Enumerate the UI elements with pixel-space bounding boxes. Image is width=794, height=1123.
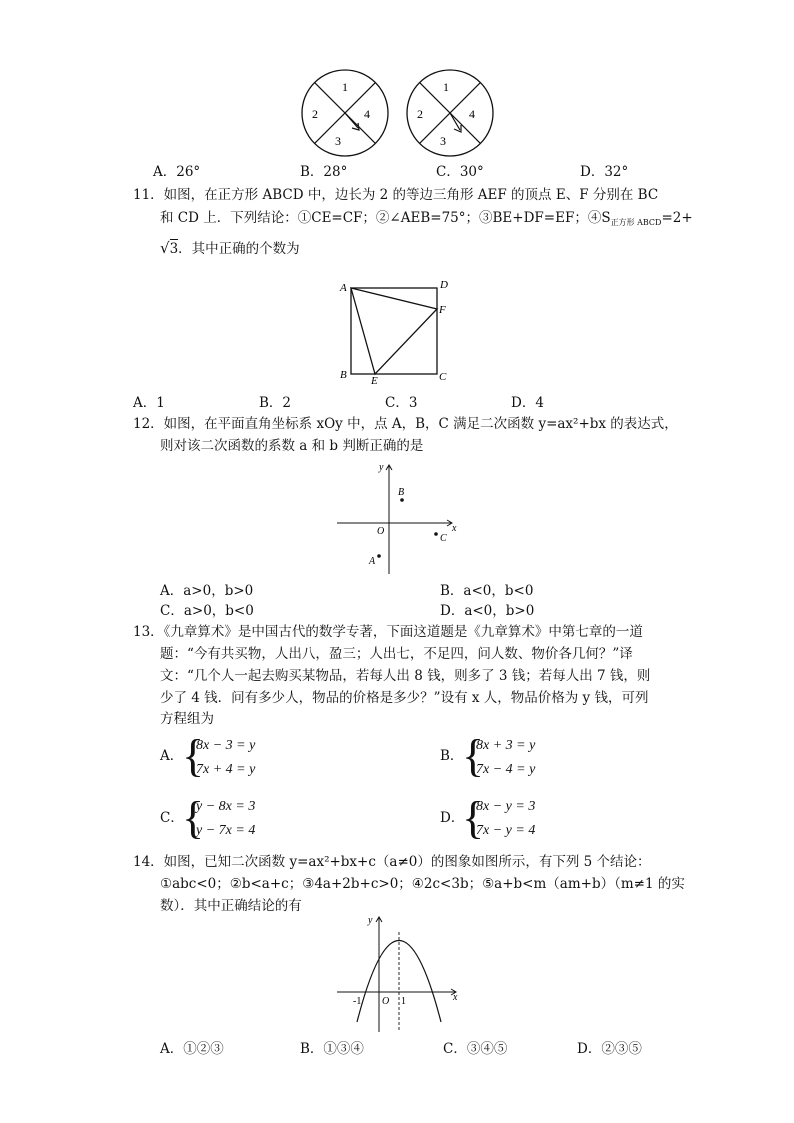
q13-option-c-eq1: y − 8x = 3: [196, 799, 256, 814]
q12-point-c: [434, 532, 438, 536]
q14-axis-y: y: [368, 915, 373, 926]
q14-option-c[interactable]: C．③④⑤: [443, 1041, 508, 1057]
q13-option-d-eq1: 8x − y = 3: [476, 799, 536, 814]
q11-line2-end: =2+: [661, 210, 693, 226]
q11-sqrt-value: 3: [169, 241, 179, 257]
q13-option-a-eq1: 8x − 3 = y: [196, 738, 256, 753]
q13-option-d-eq2: 7x − y = 4: [476, 823, 536, 838]
q12-point-a: [377, 554, 381, 558]
q11-line2-main: 和 CD 上．下列结论：①CE=CF；②∠AEB=75°；③BE+DF=EF；④S: [160, 210, 611, 226]
q11-label-b: B: [340, 369, 347, 381]
q11-label-e: E: [371, 375, 378, 387]
q14-option-b[interactable]: B．①③④: [300, 1041, 364, 1057]
q11-label-d: D: [440, 279, 448, 291]
q12-text-line2: 则对该二次函数的系数 a 和 b 判断正确的是: [160, 438, 424, 454]
q10-right-label-3: 3: [440, 134, 446, 148]
q14-label-neg1: -1: [353, 996, 362, 1007]
q11-label-f: F: [439, 304, 446, 316]
q10-option-a[interactable]: A．26°: [153, 164, 201, 180]
q13-text-line4: 少了 4 钱．问有多少人，物品的价格是多少？”设有 x 人，物品价格为 y 钱，可列: [160, 690, 649, 706]
q10-left-label-4: 4: [364, 107, 370, 121]
q11-label-c: C: [439, 371, 447, 383]
q13-option-b-eq1: 8x + 3 = y: [476, 738, 536, 753]
q14-option-d[interactable]: D．②③⑤: [577, 1041, 642, 1057]
q10-option-d[interactable]: D．32°: [580, 164, 629, 180]
q12-label-c: C: [440, 533, 447, 544]
q13-text-line1: 13．《九章算术》是中国古代的数学专著，下面这道题是《九章算术》中第七章的一道: [133, 624, 643, 640]
q14-text-line1: 14．如图，已知二次函数 y=ax²+bx+c（a≠0）的图象如图所示，有下列 5 个结论：: [133, 854, 651, 870]
q10-left-label-2: 2: [312, 107, 318, 121]
q10-option-b[interactable]: B．28°: [300, 164, 348, 180]
q12-option-d[interactable]: D．a<0，b>0: [440, 603, 535, 619]
brace-icon: {: [462, 730, 485, 781]
q13-text-line2: 题：“今有共买物，人出八，盈三；人出七，不足四，问人数、物价各几何？”译: [160, 646, 633, 662]
q11-option-a[interactable]: A．1: [133, 395, 165, 411]
q14-text-line3: 数）．其中正确结论的有: [160, 898, 302, 914]
q10-right-label-2: 2: [417, 107, 423, 121]
q14-option-a[interactable]: A．①②③: [160, 1041, 224, 1057]
q11-option-c[interactable]: C．3: [385, 395, 418, 411]
q12-point-b: [400, 498, 404, 502]
q10-spinner-left: [300, 68, 390, 158]
q11-text-line3: [160, 241, 300, 257]
sqrt-icon: √: [160, 239, 170, 257]
q11-label-a: A: [340, 282, 347, 294]
q12-axis-y: y: [379, 462, 384, 473]
q10-left-label-1: 1: [342, 80, 348, 94]
q13-option-b-label[interactable]: B．: [440, 748, 464, 764]
q12-label-b: B: [398, 487, 405, 498]
q13-text-line5: 方程组为: [160, 711, 214, 727]
q10-right-label-1: 1: [443, 80, 449, 94]
q11-text-line1: 11．如图，在正方形 ABCD 中，边长为 2 的等边三角形 AEF 的顶点 E、F 分别在 BC: [133, 187, 659, 203]
q12-option-b[interactable]: B．a<0，b<0: [440, 583, 534, 599]
q11-text-line2: [160, 212, 693, 227]
brace-icon: {: [182, 792, 205, 843]
q11-figure: [338, 278, 458, 388]
q11-line2-sub: 正方形 ABCD: [610, 218, 662, 227]
q14-figure: [335, 912, 465, 1034]
q12-axis-x: x: [452, 523, 457, 534]
q13-option-d-label[interactable]: D．: [440, 810, 465, 826]
q12-option-c[interactable]: C．a>0，b<0: [160, 603, 254, 619]
q13-text-line3: 文：“几个人一起去购买某物品，若每人出 8 钱，则多了 3 钱；若每人出 7 钱，则: [160, 668, 651, 684]
q14-text-line2: ①abc<0；②b<a+c；③4a+2b+c>0；④2c<3b；⑤a+b<m（am+b）（m≠1 的实: [160, 876, 685, 892]
q11-option-b[interactable]: B．2: [259, 395, 292, 411]
q13-option-c-label[interactable]: C．: [160, 810, 184, 826]
q14-origin: O: [382, 996, 390, 1007]
q11-option-d[interactable]: D．4: [511, 395, 544, 411]
q12-option-a[interactable]: A．a>0，b>0: [160, 583, 254, 599]
q13-option-a-eq2: 7x + 4 = y: [196, 762, 256, 777]
q11-line3-main: ．其中正确的个数为: [178, 241, 300, 257]
q10-right-label-4: 4: [469, 107, 475, 121]
q14-label-1: 1: [401, 996, 406, 1007]
q13-option-b-eq2: 7x − 4 = y: [476, 762, 536, 777]
brace-icon: {: [182, 730, 205, 781]
q10-spinner-right: [405, 68, 495, 158]
brace-icon: {: [462, 792, 485, 843]
q13-option-a-label[interactable]: A．: [160, 748, 184, 764]
q12-origin: O: [377, 526, 385, 537]
q12-figure: [335, 458, 465, 578]
q13-option-c-eq2: y − 7x = 4: [196, 823, 256, 838]
q10-option-c[interactable]: C．30°: [436, 164, 484, 180]
q14-axis-x: x: [453, 992, 458, 1003]
q12-text-line1: 12．如图，在平面直角坐标系 xOy 中，点 A，B，C 满足二次函数 y=ax²+bx 的表达式，: [133, 416, 678, 432]
q12-label-a: A: [369, 556, 376, 567]
q10-left-label-3: 3: [335, 134, 341, 148]
